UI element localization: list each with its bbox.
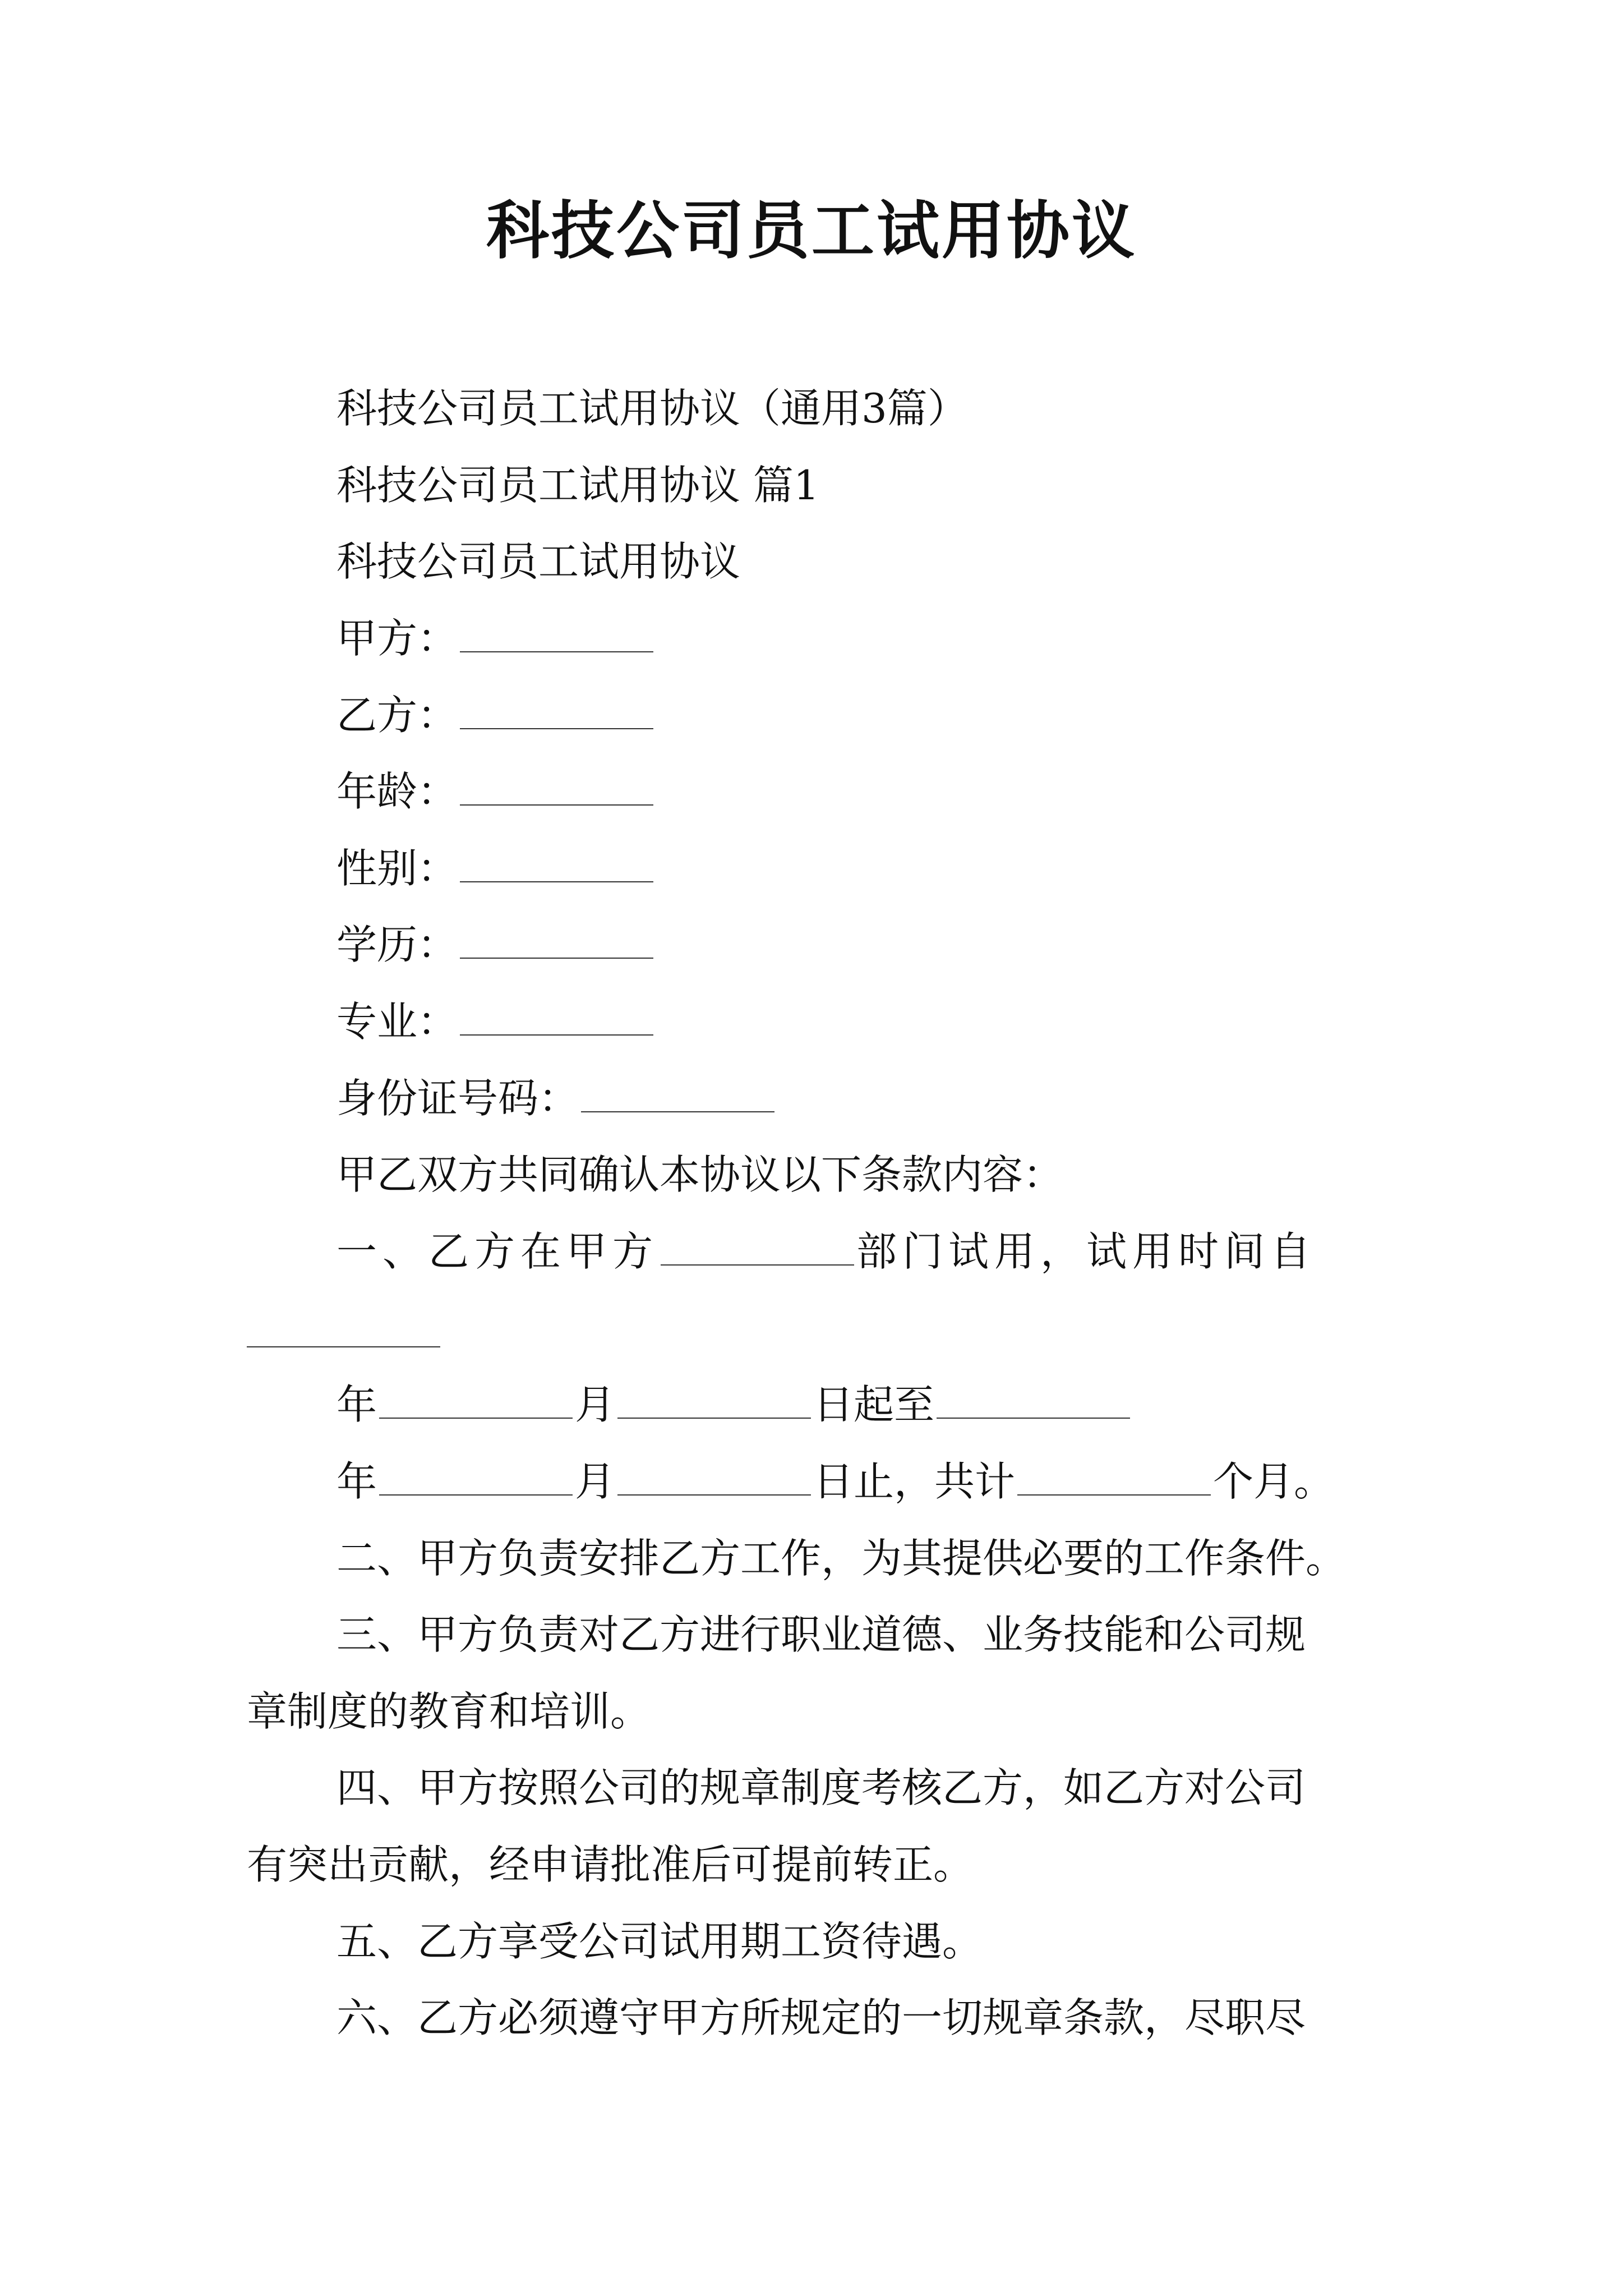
field-age <box>336 767 656 816</box>
clause-5: 五、乙方享受公司试用期工资待遇。 <box>336 1918 983 1965</box>
field-major <box>336 997 656 1046</box>
party-b-blank <box>460 696 653 729</box>
field-gender <box>336 844 656 892</box>
field-party-a-label: 甲方： <box>336 615 458 662</box>
major-blank <box>460 1002 653 1036</box>
education-blank <box>460 925 653 959</box>
date2-months: 个月。 <box>1213 1458 1335 1505</box>
agreement-name: 科技公司员工试用协议 <box>336 538 741 585</box>
clause-1-part1: 一、乙方在甲方 <box>336 1228 659 1275</box>
party-a-blank <box>460 619 653 652</box>
field-id-number <box>336 1074 777 1122</box>
field-major-label: 专业： <box>336 998 458 1045</box>
date2-total-blank <box>1017 1462 1211 1496</box>
gender-blank <box>460 849 653 882</box>
start-blank <box>247 1346 440 1347</box>
clause-1 <box>336 1227 1316 1276</box>
age-blank <box>460 772 653 806</box>
clause-3-line-2: 章制度的教育和培训。 <box>247 1688 651 1735</box>
field-education-label: 学历： <box>336 921 458 968</box>
date1-year-blank <box>379 1385 573 1419</box>
date2-year-blank <box>379 1462 573 1496</box>
field-party-b <box>336 691 656 739</box>
field-party-a <box>336 614 656 662</box>
date1-end-blank <box>937 1385 1130 1419</box>
clause-6-line-1: 六、乙方必须遵守甲方所规定的一切规章条款，尽职尽 <box>336 1994 1306 2041</box>
department-blank <box>661 1232 854 1266</box>
field-education <box>336 921 656 969</box>
date2-month-blank <box>617 1462 811 1496</box>
document-subtitle: 科技公司员工试用协议（通用3篇） <box>336 385 968 432</box>
section-heading: 科技公司员工试用协议 篇1 <box>336 462 819 509</box>
field-party-b-label: 乙方： <box>336 692 458 739</box>
date1-day-from: 日起至 <box>813 1381 935 1428</box>
clause-3-line-1: 三、甲方负责对乙方进行职业道德、业务技能和公司规 <box>336 1611 1306 1658</box>
date2-year: 年 <box>336 1458 377 1505</box>
date1-month-blank <box>617 1385 811 1419</box>
field-gender-label: 性别： <box>336 845 458 892</box>
id-number-blank <box>581 1079 774 1112</box>
clause-4-line-1: 四、甲方按照公司的规章制度考核乙方，如乙方对公司 <box>336 1764 1306 1811</box>
date1-month: 月 <box>575 1381 616 1428</box>
clause-4-line-2: 有突出贡献，经申请批准后可提前转正。 <box>247 1841 974 1888</box>
intro-paragraph: 甲乙双方共同确认本协议以下条款内容： <box>336 1151 1064 1198</box>
field-age-label: 年龄： <box>336 768 458 815</box>
date1-year: 年 <box>336 1381 377 1428</box>
date2-day-until: 日止，共计 <box>813 1458 1016 1505</box>
field-id-number-label: 身份证号码： <box>336 1075 579 1122</box>
date2-month: 月 <box>575 1458 616 1505</box>
date-line-2 <box>336 1457 1334 1506</box>
document-title: 科技公司员工试用协议 <box>486 194 1137 268</box>
date-line-1 <box>336 1381 1132 1429</box>
clause-2: 二、甲方负责安排乙方工作，为其提供必要的工作条件。 <box>336 1535 1347 1582</box>
clause-1-part2: 部门试用，试用时间自 <box>856 1228 1317 1275</box>
